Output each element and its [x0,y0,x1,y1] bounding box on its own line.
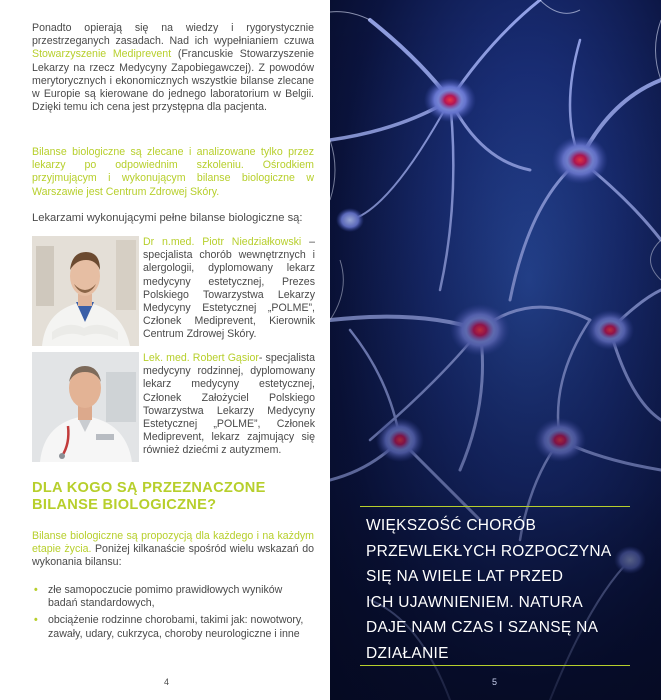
doctor-photo-niedzialkowski [32,236,139,346]
quote-line: WIĘKSZOŚĆ CHORÓB [366,517,537,534]
quote-line: DAJE NAM CZAS I SZANSĘ NA [366,619,599,637]
quote [366,513,630,667]
intro-text-part1: Ponadto opierają się na wiedzy i rygorystycznie przestrzeganych zasadach. Nad ich wypełnianiem czuwa [32,22,314,48]
highlight-paragraph: Bilanse biologiczne są zlecane i analizowane tylko przez lekarzy po odpowiednim szkoleniu. Ośrodkiem przyjmującym i wykonującym bilanse biologiczne w Warszawie jest Centrum Zdrowej Skóry. [32,146,314,198]
section-intro [32,530,314,570]
page-number: 5 [492,677,498,687]
list-item: • złe samopoczucie pomimo prawidłowych wyników badań standardowych, [32,584,314,610]
doctor-name: Dr n.med. Piotr Niedziałkowski [143,236,302,248]
section-intro-rest: Poniżej kilkanaście spośród wielu wskazań do wykonania bilansu: [32,543,314,569]
indications-list [32,584,314,645]
doctor-description: – specjalista chorób wewnętrznych i alergologii, dyplomowany lekarz medycyny estetycznej, Prezes Polskiego Towarzystwa Lekarzy Medycyny Estetycznej „POLME”, Członek Mediprevent, Kierownik Centrum Zdrowej Skóry. [143,236,315,341]
doctor-photo-gasior [32,352,139,462]
quote-line: DZIAŁANIE [366,644,449,662]
mediprevent-link: Stowarzyszenie Mediprevent [32,48,172,61]
intro-paragraph [32,22,314,114]
doctor-name: Lek. med. Robert Gąsior [143,352,259,364]
intro-text-part2: (Francuskie Stowarzyszenie Lekarzy na rzecz Medycyny Zapobiegawczej). Z powodów merytorycznych i ekonomicznych wszystkie bilanse zlecane w Europie są kierowane do jednego laboratorium w Belgii. Dzięki temu ich cena jest przystępna dla pacjenta. [32,48,314,114]
section-title: DLA KOGO SĄ PRZEZNACZONE BILANSE BIOLOGICZNE? [32,480,266,513]
quote-line: ICH UJAWNIENIEM. NATURA [366,593,584,611]
right-page [330,0,661,700]
doctor-bio-gasior [143,352,315,458]
list-item: • obciążenie rodzinne chorobami, takimi jak: nowotwory, zawały, udary, cukrzyca, choroby neurologiczne i inne [32,614,314,640]
left-page [0,0,330,700]
doctor-description: - specjalista medycyny rodzinnej, dyplomowany lekarz medycyny estetycznej, Członek Założyciel Polskiego Towarzystwa Lekarzy Medycyny Estetycznej „POLME”, Członek Mediprevent, lekarz zajmujący się również dziećmi z autyzmem. [143,352,316,457]
quote-line: PRZEWLEKŁYCH ROZPOCZYNA [366,542,612,560]
doctors-heading: Lekarzami wykonującymi pełne bilanse biologiczne są: [32,212,303,224]
page-number: 4 [164,677,170,687]
doctor-bio-niedzialkowski [143,236,315,342]
quote-line: SIĘ NA WIELE LAT PRZED [366,568,564,586]
section-intro-green: Bilanse biologiczne są propozycją dla każdego i na każdym etapie życia. [32,530,314,556]
